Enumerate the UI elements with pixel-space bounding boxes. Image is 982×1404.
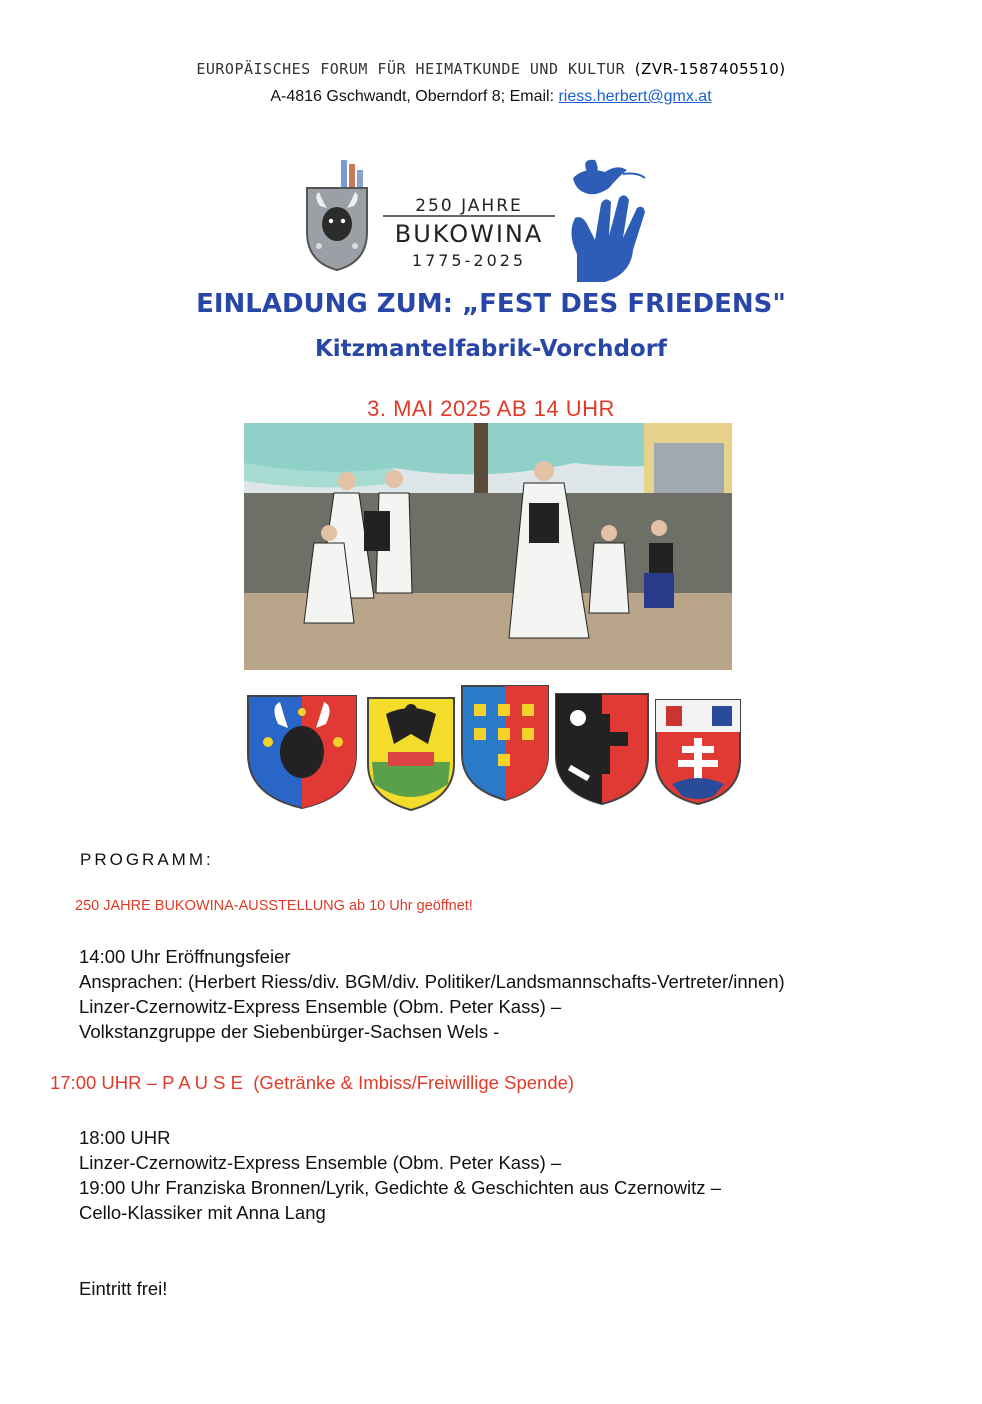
- program-line: Cello-Klassiker mit Anna Lang: [79, 1202, 326, 1223]
- zvr-number: (ZVR-1587405510): [634, 60, 786, 78]
- organization-name: EUROPÄISCHES FORUM FÜR HEIMATKUNDE UND KULTUR: [196, 60, 626, 78]
- event-date: 3. MAI 2025 AB 14 UHR: [367, 396, 615, 421]
- pause-line: 17:00 UHR – P A U S E (Getränke & Imbiss/Freiwillige Spende): [50, 1072, 575, 1093]
- address-text: A-4816 Gschwandt, Oberndorf 8; Email:: [270, 88, 559, 105]
- program-line: Linzer-Czernowitz-Express Ensemble (Obm. Peter Kass) –: [79, 996, 562, 1017]
- email-link[interactable]: riess.herbert@gmx.at: [558, 88, 712, 105]
- dove-hand-icon: [571, 160, 645, 282]
- bukowina-coat-of-arms-icon: [248, 696, 356, 808]
- invitation-title: EINLADUNG ZUM: „FEST DES FRIEDENS": [196, 289, 786, 319]
- program-line: 18:00 UHR: [79, 1127, 171, 1148]
- folk-dance-photo: [244, 423, 732, 670]
- address-line: [0, 88, 982, 106]
- double-cross-coat-of-arms-icon: [656, 700, 740, 804]
- exhibition-note: 250 JAHRE BUKOWINA-AUSSTELLUNG ab 10 Uhr geöffnet!: [75, 898, 473, 914]
- logo-text-bukowina: BUKOWINA: [394, 220, 544, 248]
- coats-of-arms-row: [244, 684, 744, 814]
- black-eagle-cross-coat-of-arms-icon: [556, 694, 648, 804]
- program-part1: [79, 944, 785, 1044]
- logo-text-dates: 1775-2025: [411, 251, 527, 270]
- program-heading: PROGRAMM:: [80, 850, 214, 869]
- bukowina-crest-icon: [307, 160, 367, 270]
- organization-header: [0, 60, 982, 78]
- program-line: Volkstanzgruppe der Siebenbürger-Sachsen Wels -: [79, 1021, 500, 1042]
- program-line: 14:00 Uhr Eröffnungsfeier: [79, 946, 291, 967]
- venue-title: Kitzmantelfabrik-Vorchdorf: [314, 336, 668, 362]
- program-part2: [79, 1125, 721, 1225]
- bukowina-250-logo: [305, 158, 665, 288]
- program-line: Ansprachen: (Herbert Riess/div. BGM/div. Politiker/Landsmannschafts-Vertreter/innen): [79, 971, 785, 992]
- program-line: Linzer-Czernowitz-Express Ensemble (Obm. Peter Kass) –: [79, 1152, 562, 1173]
- program-line: 19:00 Uhr Franziska Bronnen/Lyrik, Gedichte & Geschichten aus Czernowitz –: [79, 1177, 721, 1198]
- free-entry-note: Eintritt frei!: [79, 1278, 168, 1299]
- castles-coat-of-arms-icon: [462, 686, 548, 800]
- eagle-coat-of-arms-icon: [368, 698, 454, 810]
- logo-text-years: 250 JAHRE: [415, 196, 523, 216]
